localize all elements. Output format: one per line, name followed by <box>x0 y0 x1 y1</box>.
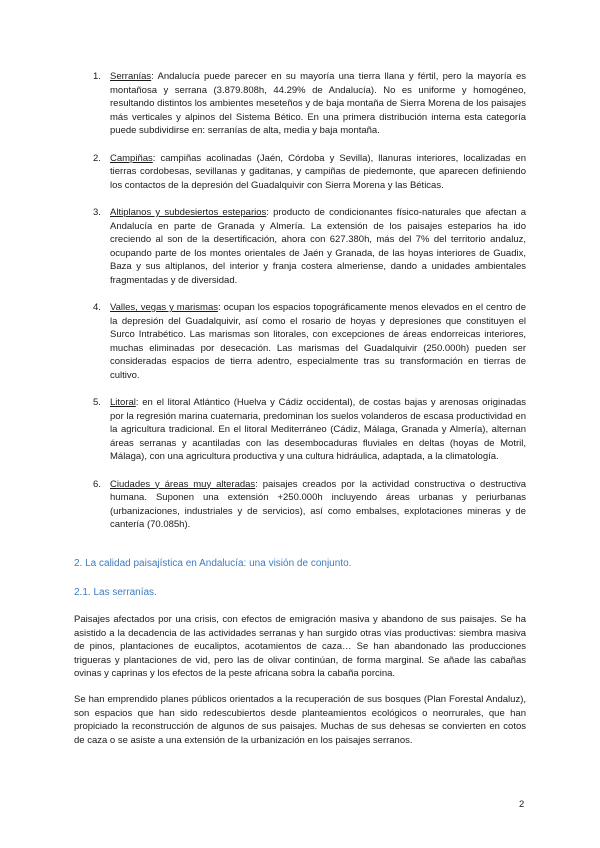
list-text: : ocupan los espacios topográficamente menos elevados en el centro de la depresión del Guadalquivir, así como el rosario de hoyas y depresiones que constituyen el Surco Intrabético. Las marismas son litorales, con excepciones de áreas endorreicas interiores, muchas eliminadas por desecación. Las marismas del Guadalquivir (250.000h) pueden ser consideradas espacios de tierra adentro, especialmente tras su transformación en tierras de cultivo. <box>110 302 526 381</box>
list-number: 2. <box>93 152 101 164</box>
section-heading: 2. La calidad paisajística en Andalucía: una visión de conjunto. <box>74 558 352 569</box>
list-number: 3. <box>93 207 101 218</box>
list-item <box>0 206 600 287</box>
body-paragraph: Se han emprendido planes públicos orientados a la recuperación de sus bosques (Plan Forestal Andaluz), son espacios que han sido redescubiertos desde planteamientos ecológicos o neorrurales, que han propiciado la reconstrucción de algunos de sus paisajes. Muchas de sus dehesas se convierten en cotos de caza o se asiste a una extensión de la urbanización en los paisajes serranos. <box>74 694 526 746</box>
list-item <box>0 152 600 193</box>
list-number: 4. <box>93 302 101 313</box>
list-number: 1. <box>93 71 101 82</box>
page-number: 2 <box>519 799 525 810</box>
list-term: Valles, vegas y marismas <box>110 302 218 313</box>
list-text: : Andalucía puede parecer en su mayoría una tierra llana y fértil, pero la mayoría es montañosa y serrana (3.879.808h, 44.29% de Andalucía). No es uniforme y homogéneo, resultando distintos los ambientes meseteños y de baja montaña de Sierra Morena de los paisajes más verticales y alpinos del Sistema Bético. En una primera distribución interna esta categoría puede subdividirse en: serranías de alta, media y baja montaña. <box>110 71 526 136</box>
list-term: Serranías <box>110 71 152 82</box>
subsection-heading: 2.1. Las serranías. <box>74 587 157 598</box>
landscape-categories-list <box>0 70 600 546</box>
list-item <box>0 396 600 464</box>
list-text: : campiñas acolinadas (Jaén, Córdoba y Sevilla), llanuras interiores, localizadas en tierras cordobesas, sevillanas y gaditanas, y campiñas de piedemonte, que aparecen definiendo los contactos de la depresión del Guadalquivir con Sierra Morena y las Béticas. <box>110 152 526 191</box>
list-item <box>0 301 600 382</box>
list-term: Ciudades y áreas muy alteradas <box>110 478 256 490</box>
list-term: Altiplanos y subdesiertos esteparios <box>110 207 267 218</box>
list-text: : paisajes creados por la actividad constructiva o destructiva humana. Suponen una extensión +250.000h incluyendo áreas urbanas y periurbanas (urbanizaciones, industriales y de servicios), así como embalses, explotaciones mineras y de cantería (70.085h). <box>110 478 526 530</box>
body-paragraph: Paisajes afectados por una crisis, con efectos de emigración masiva y abandono de sus paisajes. Se ha asistido a la decadencia de las actividades serranas y han surgido otras vías productivas: siembra masiva de pinos, plantaciones de eucaliptos, acotamientos de caza… Se han abandonado las producciones trigueras y plantaciones de vid, pero las de olivar continúan, de forma marginal. Se añade las cabañas ovinas y caprinas y los efectos de la peste africana sobra la cabaña porcina. <box>74 614 526 679</box>
list-term: Campiñas <box>110 152 153 164</box>
list-number: 5. <box>93 397 101 408</box>
list-item <box>0 70 600 138</box>
list-number: 6. <box>93 478 101 490</box>
list-item <box>0 478 600 532</box>
list-text: : producto de condicionantes físico-naturales que afectan a Andalucía en parte de Granada y Almería. La extensión de los paisajes esteparios ha ido creciendo al son de la desertificación, ahora con 627.380h, más del 7% del territorio andaluz, ocupando parte de los montes orientales de Jaén y Granada, de las hoyas interiores de Guadix, Baza y sus altiplanos, del interior y franja costera almeriense, dando a unidades ambientales fragmentadas y de diversidad. <box>110 207 526 286</box>
list-text: : en el litoral Atlántico (Huelva y Cádiz occidental), de costas bajas y arenosas originadas por la regresión marina cuaternaria, predominan los suelos volanderos de escasa productividad en la agricultura tradicional. En el litoral Mediterráneo (Cádiz, Málaga, Granada y Almería), alternan áreas serranas y acantiladas con las desembocaduras fluviales en deltas (hoyas de Motril, Málaga), con una agricultura productiva y una cultura hidráulica, adaptada, a la climatología. <box>110 397 526 462</box>
list-term: Litoral <box>110 397 136 408</box>
